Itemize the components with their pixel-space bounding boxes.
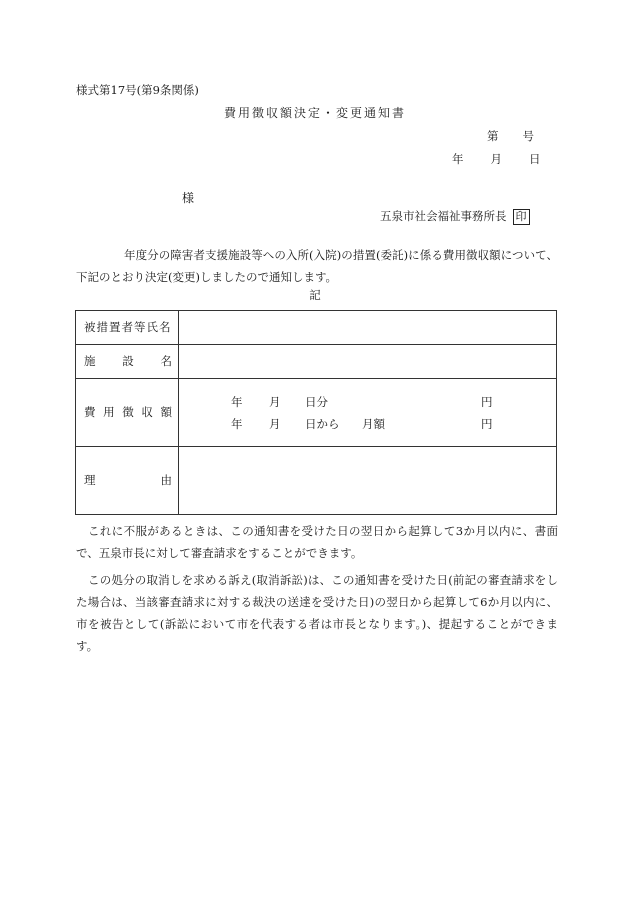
document-number-line	[487, 131, 534, 143]
table-row-name	[76, 311, 557, 345]
reason-value-cell[interactable]	[179, 447, 557, 515]
name-label: 被措置者等氏名	[84, 319, 172, 334]
date-day: 日	[529, 152, 541, 166]
issuer-name: 五泉市社会福祉事務所長	[380, 209, 507, 223]
form-number: 様式第17号(第9条関係)	[76, 83, 199, 97]
reason-label	[84, 472, 172, 487]
reason-label-char: 由	[160, 472, 172, 487]
fee2-year: 年	[231, 416, 243, 431]
fee-label-char: 用	[103, 404, 115, 419]
fee1-yen: 円	[481, 394, 493, 409]
fee2-month: 月	[269, 416, 281, 431]
date-year: 年	[452, 152, 464, 166]
facility-label-cell	[76, 345, 179, 379]
date-month: 月	[490, 152, 502, 166]
reason-label-cell	[76, 447, 179, 515]
fee-line-1	[179, 391, 556, 413]
fee1-year: 年	[231, 394, 243, 409]
fee2-day: 日から	[305, 416, 340, 431]
seal-mark: 印	[513, 209, 530, 225]
facility-label-char: 設	[122, 353, 134, 368]
ki-heading: 記	[309, 288, 321, 302]
detail-table	[75, 310, 557, 515]
number-prefix: 第	[487, 129, 499, 143]
lawsuit-notice: この処分の取消しを求める訴え(取消訴訟)は、この通知書を受けた日(前記の審査請求をした場合は、当該審査請求に対する裁決の送達を受けた日)の翌日から起算して6か月以内に、市を被告として(訴訟において市を代表する者は市長となります。)、提起することができます。	[76, 573, 558, 653]
number-suffix: 号	[522, 129, 534, 143]
table-row-facility	[76, 345, 557, 379]
addressee-suffix: 様	[182, 191, 195, 205]
facility-label	[84, 353, 172, 368]
fee-label-cell	[76, 379, 179, 447]
fee-label-char: 徴	[122, 404, 134, 419]
fee-label	[84, 404, 172, 419]
name-value-cell[interactable]	[179, 311, 557, 345]
facility-value-cell[interactable]	[179, 345, 557, 379]
issuer-line	[380, 209, 530, 225]
fee-line-2	[179, 413, 556, 435]
fee-value-cell[interactable]	[179, 379, 557, 447]
facility-label-char: 名	[160, 353, 172, 368]
table-row-fee	[76, 379, 557, 447]
fee-label-char: 費	[84, 404, 96, 419]
table-row-reason	[76, 447, 557, 515]
intro-paragraph: 年度分の障害者支援施設等への入所(入院)の措置(委託)に係る費用徴収額について、下記のとおり決定(変更)しましたので通知します。	[76, 248, 558, 284]
fee2-monthly: 月額	[362, 416, 385, 431]
issue-date-line	[452, 154, 541, 166]
facility-label-char: 施	[84, 353, 96, 368]
fee2-yen: 円	[481, 416, 493, 431]
document-title: 費用徴収額決定・変更通知書	[223, 106, 406, 120]
fee-label-char: 収	[141, 404, 153, 419]
fee1-month: 月	[269, 394, 281, 409]
name-label-cell	[76, 311, 179, 345]
appeal-notice: これに不服があるときは、この通知書を受けた日の翌日から起算して3か月以内に、書面で、五泉市長に対して審査請求をすることができます。	[76, 524, 558, 560]
reason-label-char: 理	[84, 472, 96, 487]
fee1-day: 日分	[305, 394, 328, 409]
fee-label-char: 額	[160, 404, 172, 419]
